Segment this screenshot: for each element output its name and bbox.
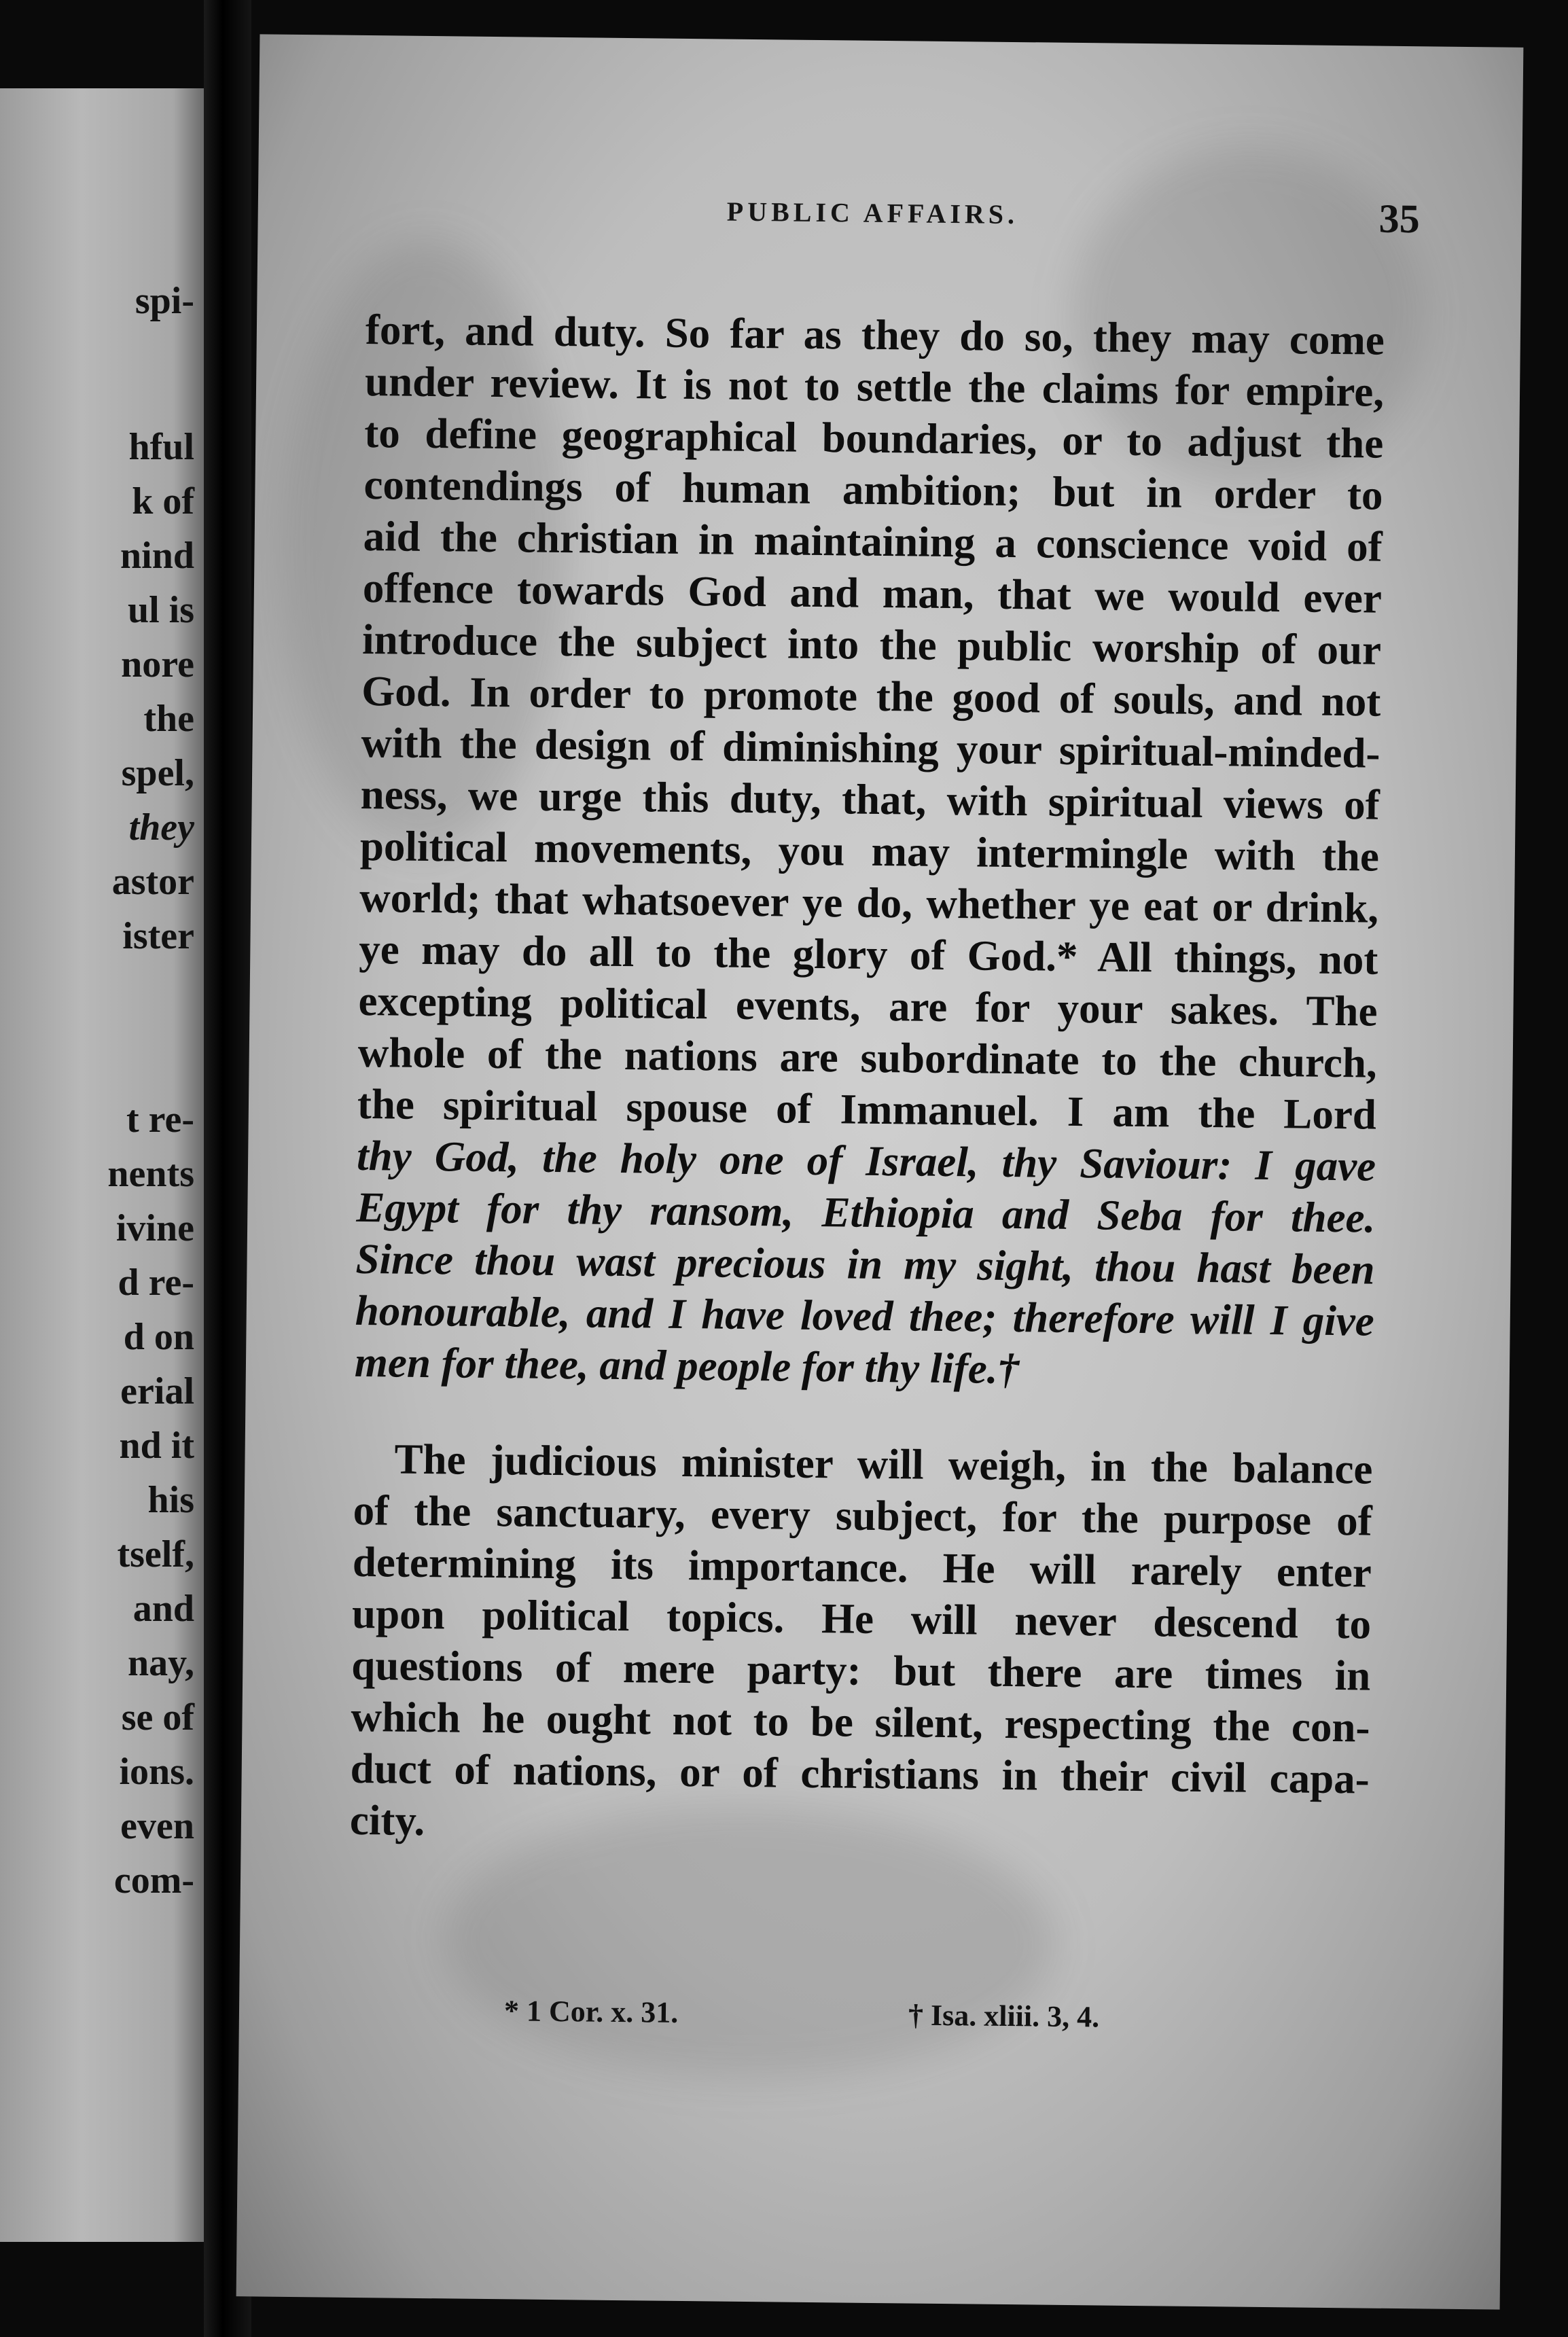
left-line: d on bbox=[123, 1316, 194, 1358]
text-line: thy God, the holy one of Israel, thy Saviour: I gave bbox=[356, 1131, 1376, 1190]
text-line: upon political topics. He will never descend to bbox=[351, 1589, 1372, 1648]
footnote-2: † Isa. xliii. 3, 4. bbox=[908, 1998, 1100, 2034]
left-line: even bbox=[120, 1805, 194, 1847]
text-line: God. In order to promote the good of souls, and not bbox=[361, 666, 1381, 726]
text-line: honourable, and I have loved thee; therefore will I give bbox=[355, 1286, 1375, 1345]
text-line: Since thou wast precious in my sight, thou hast been bbox=[355, 1234, 1375, 1294]
body-text bbox=[350, 304, 1385, 1857]
page-number: 35 bbox=[1378, 196, 1421, 242]
left-line: nents bbox=[107, 1153, 194, 1195]
text-line: political movements, you may intermingle with the bbox=[359, 821, 1380, 880]
text-line: the spiritual spouse of Immanuel. I am the Lord bbox=[357, 1080, 1377, 1139]
left-line: his bbox=[147, 1479, 194, 1521]
left-facing-page bbox=[0, 88, 204, 2242]
left-line: and bbox=[132, 1588, 194, 1630]
text-line: to define geographical boundaries, or to adjust the bbox=[363, 408, 1384, 467]
text-line: questions of mere party: but there are times in bbox=[351, 1641, 1371, 1700]
left-line: nore bbox=[121, 643, 194, 685]
left-line: se of bbox=[121, 1696, 194, 1738]
text-line: with the design of diminishing your spiritual-minded- bbox=[361, 718, 1380, 777]
left-line: ivine bbox=[115, 1207, 194, 1249]
left-line: hful bbox=[128, 426, 194, 468]
left-line: astor bbox=[111, 861, 194, 903]
text-line: aid the christian in maintaining a conscience void of bbox=[363, 512, 1383, 571]
running-title: PUBLIC AFFAIRS. bbox=[726, 196, 1019, 230]
left-line: the bbox=[143, 698, 194, 740]
left-line: spi- bbox=[135, 280, 194, 322]
text-line: duct of nations, or of christians in their civil capa- bbox=[350, 1744, 1370, 1803]
text-line: ness, we urge this duty, that, with spiritual views of bbox=[360, 770, 1380, 829]
left-line: nay, bbox=[127, 1642, 194, 1684]
text-line: men for thee, and people for thy life.† bbox=[354, 1338, 1020, 1393]
text-line: which he ought not to be silent, respecting the con- bbox=[351, 1692, 1370, 1751]
text-line: city. bbox=[349, 1796, 425, 1845]
text-line: of the sanctuary, every subject, for the purpose of bbox=[353, 1486, 1373, 1545]
left-line: nd it bbox=[119, 1425, 194, 1467]
right-page bbox=[236, 34, 1524, 2309]
text-line: ye may do all to the glory of God.* All things, not bbox=[359, 925, 1378, 984]
footnotes bbox=[239, 1991, 1503, 2051]
text-line: under review. It is not to settle the claims for empire, bbox=[364, 357, 1385, 416]
left-line: erial bbox=[120, 1370, 194, 1412]
left-line: nind bbox=[120, 535, 194, 577]
text-line: world; that whatsoever ye do, whether ye eat or drink, bbox=[359, 873, 1379, 932]
text-line: excepting political events, are for your sakes. The bbox=[358, 976, 1378, 1035]
left-line: ul is bbox=[127, 589, 194, 631]
text-line: Egypt for thy ransom, Ethiopia and Seba for thee. bbox=[356, 1183, 1376, 1242]
left-line: they bbox=[128, 806, 194, 849]
text-line: offence towards God and man, that we would ever bbox=[362, 563, 1383, 622]
left-line: ions. bbox=[119, 1751, 194, 1793]
left-line: spel, bbox=[121, 752, 194, 794]
text-line: contendings of human ambition; but in order to bbox=[363, 460, 1383, 519]
left-line: d re- bbox=[118, 1262, 194, 1304]
text-line: determining its importance. He will rarely enter bbox=[352, 1537, 1372, 1596]
left-line: ister bbox=[122, 915, 194, 957]
footnote-1: * 1 Cor. x. 31. bbox=[503, 1994, 679, 2029]
left-line: com- bbox=[113, 1859, 194, 1902]
text-line: introduce the subject into the public worship of our bbox=[361, 615, 1382, 674]
left-line: k of bbox=[132, 480, 194, 522]
left-line: tself, bbox=[117, 1533, 194, 1575]
text-line: whole of the nations are subordinate to the church, bbox=[357, 1028, 1378, 1087]
text-line: The judicious minister will weigh, in the balance bbox=[394, 1435, 1373, 1493]
text-line: fort, and duty. So far as they do so, they may come bbox=[365, 306, 1385, 364]
left-line: t re- bbox=[126, 1099, 194, 1141]
